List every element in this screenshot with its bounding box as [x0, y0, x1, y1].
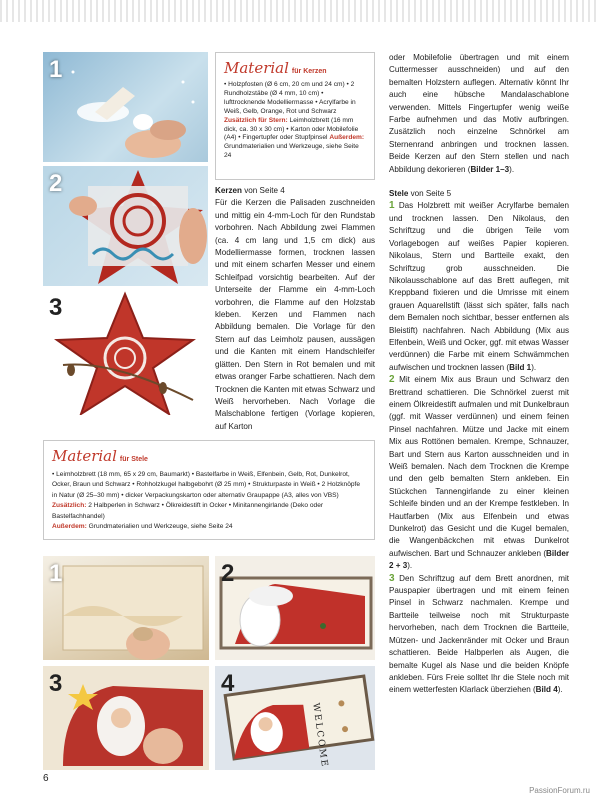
- figure-ref: Bild 4: [535, 685, 558, 695]
- photo-number: 1: [49, 560, 63, 587]
- photo-stele-step-3: [43, 666, 209, 770]
- step-1: [389, 200, 569, 374]
- body-text: ).: [407, 561, 413, 571]
- body-text: oder Mobilefolie übertragen und mit einem Cuttermesser ausschneiden) und auf den bemalten Holzstern auflegen. Alternativ könnt Ihr auch eine hübsche Mandalaschablone verwenden. Mittels Fingertupfer wenig weiße Farbe aufnehmen und das Motiv aufbringen. Zusätzlich noch einzelne Schnörkel am Sternenrand anbringen und trocknen lassen. Beide Kerzen auf den Stern stellen und nach Abbildung dekorieren (: [389, 53, 569, 174]
- material-items: • Holzpfosten (Ø 6 cm, 20 cm und 24 cm) • 2 Rundholzstäbe (Ø 4 mm, 10 cm) • lufttrocknende Modelliermasse • Acrylfarbe in Weiß, Gelb, Orange, Rot und Schwarz: [224, 81, 356, 115]
- figure-ref: Bilder 2 + 3: [389, 548, 569, 571]
- candle-modelling-illustration: [43, 52, 208, 162]
- step-number: 2: [389, 374, 395, 386]
- material-subtitle: für Kerzen: [291, 68, 327, 75]
- material-extra-label: Zusätzlich für Stern:: [224, 116, 288, 124]
- body-text: ).: [557, 685, 563, 695]
- photo-step-2-stencil: [43, 166, 208, 286]
- material-subtitle: für Stele: [119, 456, 148, 463]
- santa-face-illustration: [43, 666, 209, 770]
- step-number: 1: [389, 200, 395, 212]
- material-title: Material: [52, 447, 117, 465]
- photo-stele-step-4: [215, 666, 375, 770]
- material-also-label: Außerdem:: [329, 134, 365, 142]
- section-ref: von Seite 5: [408, 189, 452, 199]
- body-text: Mit einem Mix aus Braun und Schwarz den Brettrand schattieren. Die Schnörkel zuerst mit einem Ölkreidestift aufmalen und mit Dunkelbraun (ggf. mit Wasser verdünnen) und einem feinen Pinsel nachfahren. Mütze und Jacke mit einem Mix aus Rottönen bemalen. Krempe, Schnauzer, Bart und Stern aus Karton ausschneiden und in Weiß bemalen. Nach dem Trocknen die Krempe und den gelb bemalten Stern ankleben. Ein Stückchen Tannengirlande zu einer kleinen Schleife binden und an der Krempe festkleben. In Hautfarben (Mix aus Elfenbein und etwas Dunkelrot) das Gesicht und die Kugel bemalen, die Wangenbäckchen mit etwas Dunkelrot aufwischen. Bart und Schnauzer ankleben (: [389, 375, 569, 558]
- step-2: [389, 374, 569, 573]
- photo-stele-step-1: [43, 556, 209, 660]
- body-text: Den Schriftzug auf dem Brett anordnen, mit Pauspapier übertragen und mit einem feinen Pinsel in Schwarz nachmalen. Krempe und Bartteile teilweise noch mit Strukturpaste hervorheben, nach dem Trocknen die Bartteile, Mützen- und Jackenränder mit Ocker und Braun schattieren. Beide Halbperlen als Augen, die bemalte Kugel als Nase und die beiden Knöpfe ankleben. Fürs Freie solltet Ihr die Stele noch mit einem wetterfesten Klarlack überziehen (: [389, 573, 569, 695]
- material-heading: [224, 59, 366, 78]
- santa-painting-illustration: [215, 556, 375, 660]
- step-number: 3: [389, 572, 395, 584]
- photo-number: 2: [49, 170, 63, 197]
- photo-step-3-star-candles: [43, 290, 208, 415]
- material-also-label: Außerdem:: [52, 523, 87, 531]
- figure-ref: Bilder 1–3: [470, 164, 510, 174]
- body-text: ).: [531, 362, 537, 372]
- photo-number: 1: [49, 56, 63, 83]
- finished-stele-illustration: [215, 666, 375, 770]
- material-extra-label: Zusätzlich:: [52, 502, 87, 510]
- step-3: [389, 573, 569, 697]
- material-extra-text: 2 Halbperlen in Schwarz • Ölkreidestift in Ocker • Minitannengirlande (Deko oder Bastelfachhandel): [52, 502, 324, 520]
- material-also-text: Grundmaterialien und Werkzeuge, siehe Seite 24: [88, 523, 233, 531]
- photo-stele-step-2: [215, 556, 375, 660]
- figure-ref: Bild 1: [509, 362, 532, 372]
- section-ref: von Seite 4: [242, 186, 285, 195]
- photo-number: 4: [221, 670, 235, 697]
- candles-instructions: [215, 185, 375, 433]
- decorative-top-stripe: [0, 0, 598, 22]
- photo-number: 3: [49, 670, 63, 697]
- body-text: Für die Kerzen die Palisaden zuschneiden und mittig ein 4-mm-Loch für den Rundstab vorbohren. Nach Abbildung zwei Flammen (ca. 4 cm lang und 1,5 cm dick) aus Modelliermasse formen, trocknen lassen und mit einem scharfen Messer und einem Schleifpad vorsichtig bearbeiten. Auf der Unterseite der Flamme ein 4-mm-Loch vorbohren, die Flamme auf den Holzstab kleben. Kerzen und Flammen nach Abbildung bemalen. Die Vorlage für den Stern auf das Leimholz pausen, aussägen und die Kanten mit einem Handschleifer glätten. Den Stern in Rot bemalen und mit etwas oranger Farbe schattieren. Nach dem Trocknen die Kanten mit etwas Schwarz und Weiß hervorheben. Nach Vorlage die Malschablone fertigen (Vorlage kopieren, auf Karton: [215, 198, 375, 431]
- section-heading: Stele: [389, 189, 409, 199]
- material-items: • Leimholzbrett (18 mm, 65 x 29 cm, Baumarkt) • Bastelfarbe in Weiß, Elfenbein, Gelb, Rot, Dunkelrot, Ocker, Braun und Schwarz • Rohholzkugel halbgebohrt (Ø 25 mm) • Strukturpaste in Weiß • 2 Holzknöpfe in Natur (Ø 25–30 mm) • dicker Verpackungskarton oder alternativ Graupappe (A3, alles von VBS): [52, 471, 361, 499]
- page-number: 6: [43, 773, 49, 784]
- photo-step-1-candle: [43, 52, 208, 162]
- body-text: ).: [509, 164, 515, 174]
- material-box-candles: [215, 52, 375, 180]
- material-box-stele: [43, 440, 375, 540]
- right-instructions: [389, 52, 569, 697]
- material-also-text: Grundmaterialien und Werkzeuge, siehe Seite 24: [224, 143, 359, 160]
- candles-continuation: [389, 52, 569, 176]
- body-text: Das Holzbrett mit weißer Acrylfarbe bemalen und trocknen lassen. Den Nikolaus, den Schriftzug und die übrigen Teile vom Vorlagebogen auf weißes Papier kopieren. Nikolaus, Stern und Bartteile exakt, den Schriftzug grob ausschneiden. Die Nikolausschablone auf das Brett auflegen, mit Kreppband fixieren und die Umrisse mit einem grauen Aquarellstift (lässt sich später, falls nach dem Bemalen noch sichtbar, besser entfernen als Bleistift) nachfahren. Nach Abbildung (Mix aus Elfenbein, Weiß und Ocker, ggf. mit etwas Wasser verdünnen) die Farbe mit einem Schwämmchen aufwischen und trocknen lassen (: [389, 201, 569, 372]
- finished-star-illustration: [43, 290, 208, 415]
- section-heading: Kerzen: [215, 186, 242, 195]
- sponging-board-illustration: [43, 556, 209, 660]
- welcome-lettering: WELCOME: [310, 702, 330, 769]
- photo-number: 3: [49, 294, 63, 321]
- material-heading: [52, 447, 366, 466]
- photo-number: 2: [221, 560, 235, 587]
- material-extra-text: Leimholzbrett (16 mm dick, ca. 30 x 30 cm) • Karton oder Mobilefolie (A4) • Fingertupfer oder Stupfpinsel: [224, 116, 359, 142]
- stencil-star-illustration: [43, 166, 208, 286]
- watermark: PassionForum.ru: [529, 786, 590, 795]
- material-title: Material: [224, 59, 289, 77]
